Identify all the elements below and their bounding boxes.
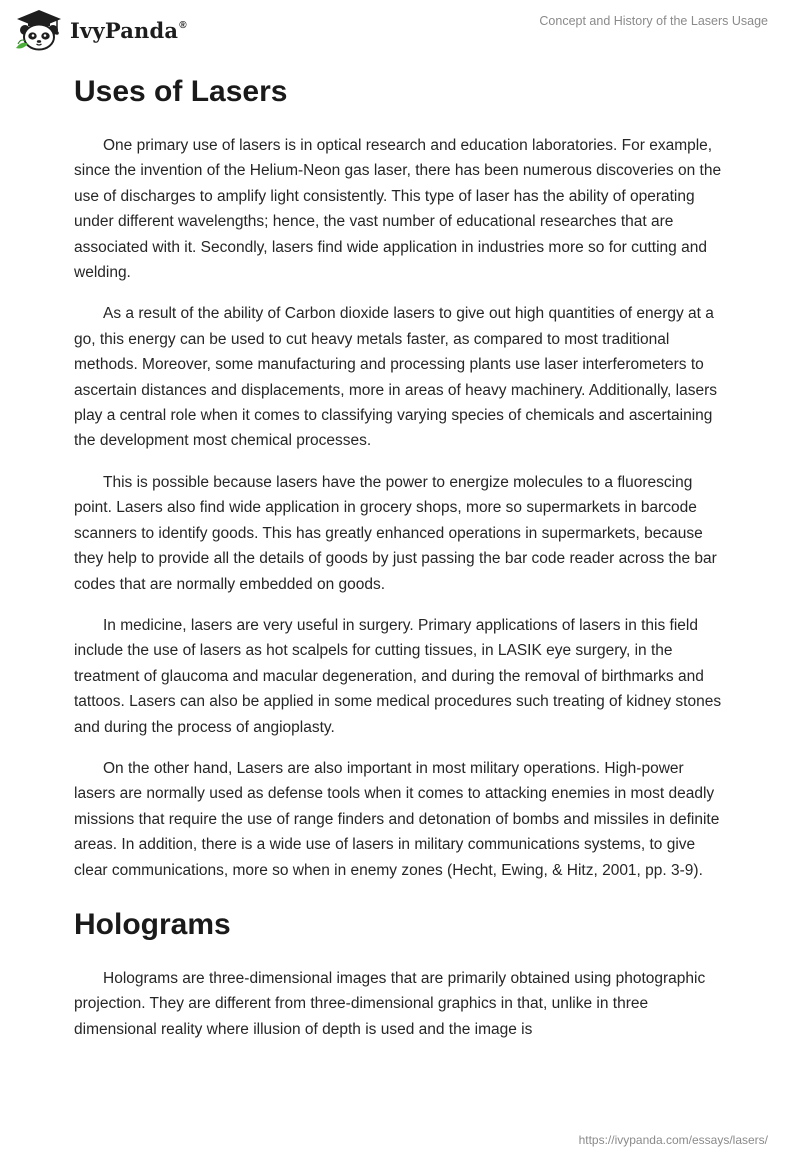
- paragraph: One primary use of lasers is in optical research and education laboratories. For example, since the invention of the Helium-Neon gas laser, there has been numerous discoveries on the use of discharges to amplify light consistently. This type of laser has the ability of operating under different wavelengths; hence, the vast number of educational researches that are associated with it. Secondly, lasers find wide application in industries more so for cutting and welding.: [74, 137, 722, 282]
- section-heading-uses-of-lasers: Uses of Lasers: [74, 75, 288, 108]
- registered-mark: ®: [179, 19, 187, 31]
- panda-icon: [14, 8, 64, 52]
- page-header: [0, 0, 800, 60]
- paragraph: This is possible because lasers have the power to energize molecules to a fluorescing point. Lasers also find wide application in grocery shops, more so supermarkets in barcode scanners to identify goods. This has greatly enhanced operations in supermarkets, because they help to provide all the details of goods by just passing the bar code reader across the bar codes that are normally embedded on goods.: [74, 473, 717, 593]
- section-heading-holograms: Holograms: [74, 907, 231, 941]
- document-title: Concept and History of the Lasers Usage: [539, 14, 768, 28]
- paragraph: On the other hand, Lasers are also important in most military operations. High-power lasers are normally used as defense tools when it comes to attacking enemies in most deadly missions that require the use of range finders and detonation of bombs and missiles in definite areas. In addition, there is a wide use of lasers in military communications systems, to give clear communications, more so when in enemy zones (Hecht, Ewing, & Hitz, 2001, pp. 3-9).: [74, 759, 720, 879]
- paragraph: As a result of the ability of Carbon dioxide lasers to give out high quantities of energy at a go, this energy can be used to cut heavy metals faster, as compared to most traditional methods. Moreover, some manufacturing and processing plants use laser interferometers to ascertain distances and displacements, more in areas of heavy machinery. Additionally, lasers play a central role when it comes to classifying varying species of chemicals and ascertaining the development most chemical processes.: [74, 305, 718, 450]
- source-url-link[interactable]: https://ivypanda.com/essays/lasers/: [578, 1133, 768, 1147]
- ivypanda-logo[interactable]: [14, 8, 187, 52]
- article-body: [74, 70, 724, 1042]
- brand-text: IvyPanda: [70, 17, 179, 43]
- brand-name: [70, 18, 187, 43]
- paragraph: Holograms are three-dimensional images that are primarily obtained using photographic projection. They are different from three-dimensional graphics in that, unlike in three dimensional reality where illusion of depth is used and the image is: [74, 969, 706, 1038]
- paragraph: In medicine, lasers are very useful in surgery. Primary applications of lasers in this field include the use of lasers as hot scalpels for cutting tissues, in LASIK eye surgery, in the treatment of glaucoma and macular degeneration, and during the removal of birthmarks and tattoos. Lasers can also be applied in some medical procedures such treating of kidney stones and during the process of angioplasty.: [74, 616, 722, 736]
